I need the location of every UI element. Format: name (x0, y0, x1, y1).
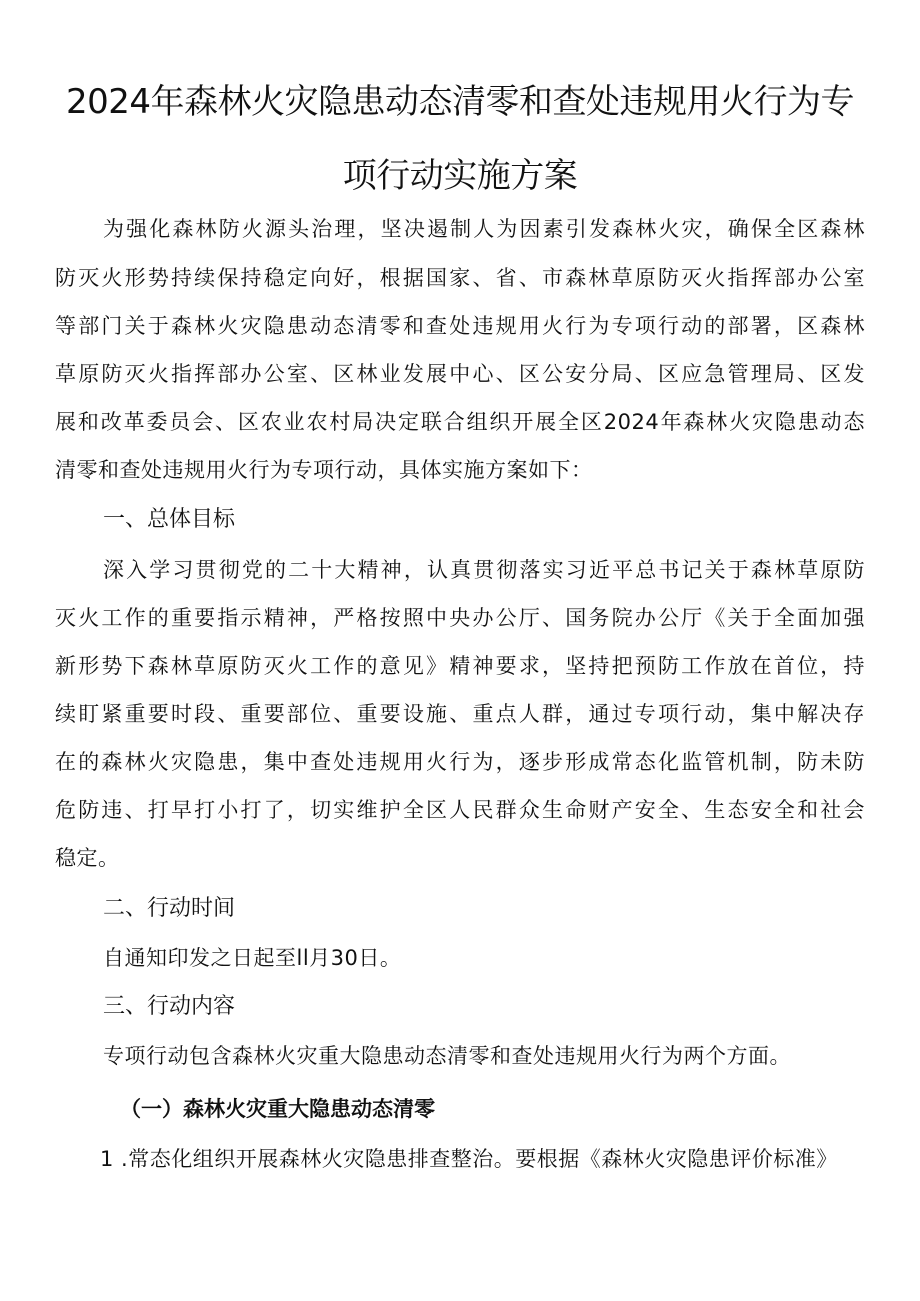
document-title-line-1: 2024年森林火灾隐患动态清零和查处违规用火行为专 (65, 82, 855, 122)
section1-paragraph-line: 新形势下森林草原防灭火工作的意见》精神要求，坚持把预防工作放在首位，持 (55, 654, 865, 678)
section1-paragraph-line: 续盯紧重要时段、重要部位、重要设施、重点人群，通过专项行动，集中解决存 (55, 702, 865, 726)
intro-paragraph-line: 防灭火形势持续保持稳定向好，根据国家、省、市森林草原防灭火指挥部办公室 (55, 266, 865, 290)
section1-paragraph-line: 稳定。 (55, 846, 120, 870)
document-title-line-2: 项行动实施方案 (342, 156, 578, 196)
intro-paragraph-line: 草原防灭火指挥部办公室、区林业发展中心、区公安分局、区应急管理局、区发 (55, 362, 865, 386)
section3-paragraph: 专项行动包含森林火灾重大隐患动态清零和查处违规用火行为两个方面。 (103, 1044, 791, 1068)
section1-paragraph-line: 灭火工作的重要指示精神，严格按照中央办公厅、国务院办公厅《关于全面加强 (55, 606, 865, 630)
section1-paragraph-line: 在的森林火灾隐患，集中查处违规用火行为，逐步形成常态化监管机制，防未防 (55, 750, 865, 774)
intro-paragraph-line: 为强化森林防火源头治理，坚决遏制人为因素引发森林火灾，确保全区森林 (103, 217, 865, 241)
intro-paragraph-line: 展和改革委员会、区农业农村局决定联合组织开展全区2024年森林火灾隐患动态 (55, 410, 865, 434)
section2-paragraph: 自通知印发之日起至ll月30日。 (103, 946, 402, 970)
section1-paragraph-line: 危防违、打早打小打了，切实维护全区人民群众生命财产安全、生态安全和社会 (55, 798, 865, 822)
section-heading-goals: 一、总体目标 (103, 507, 236, 532)
intro-paragraph-line: 等部门关于森林火灾隐患动态清零和查处违规用火行为专项行动的部署，区森林 (55, 314, 865, 338)
subsection-heading-1: （一）森林火灾重大隐患动态清零 (120, 1097, 435, 1121)
item-1-paragraph: 1 .常态化组织开展森林火灾隐患排查整治。要根据《森林火灾隐患评价标准》 (100, 1147, 838, 1171)
section-heading-time: 二、行动时间 (103, 896, 236, 921)
intro-paragraph-line: 清零和查处违规用火行为专项行动，具体实施方案如下： (55, 458, 593, 482)
section-heading-content: 三、行动内容 (103, 994, 236, 1019)
section1-paragraph-line: 深入学习贯彻党的二十大精神，认真贯彻落实习近平总书记关于森林草原防 (103, 558, 865, 582)
